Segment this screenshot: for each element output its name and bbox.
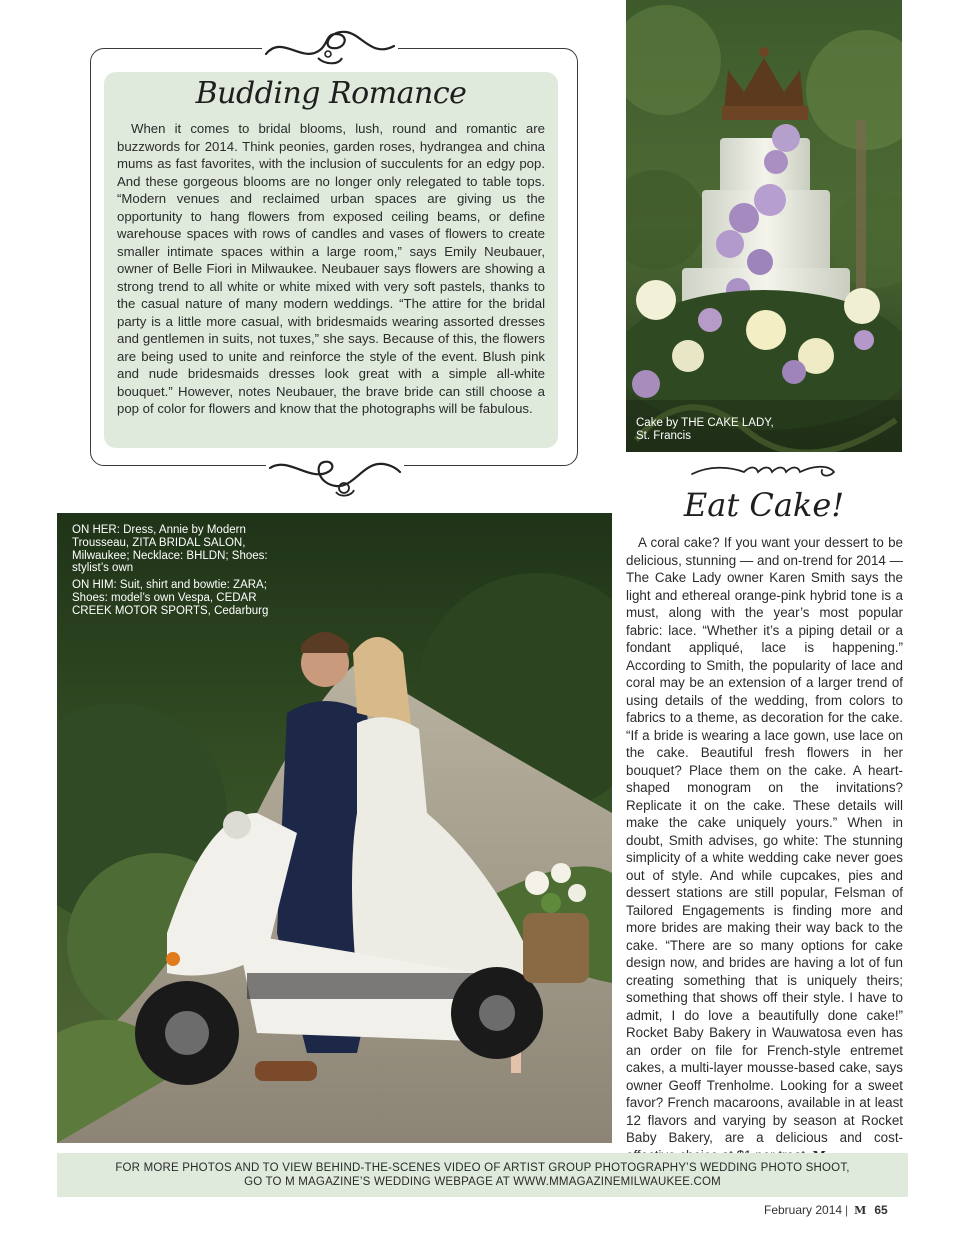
scroll-ornament-top — [262, 24, 398, 72]
caption-on-her: ON HER: Dress, Annie by Modern Trousseau, ZITA BRIDAL SALON, Milwaukee; Necklace: BHLDN; Shoes: stylist’s own — [72, 524, 268, 575]
eat-cake-article-text — [626, 534, 903, 1165]
promo-line-2: GO TO M MAGAZINE’S WEDDING WEBPAGE AT WWW.MMAGAZINEMILWAUKEE.COM — [244, 1176, 721, 1188]
magazine-logo: M — [854, 1204, 867, 1217]
page-folio — [764, 1203, 888, 1217]
flourish-ornament — [688, 460, 838, 482]
web-promo-band — [57, 1153, 908, 1197]
eat-cake-heading: Eat Cake! — [683, 486, 845, 524]
cake-photo — [626, 0, 902, 452]
cake-photo-caption: Cake by THE CAKE LADY, St. Francis — [636, 417, 774, 442]
scroll-ornament-bottom — [266, 452, 404, 500]
romance-heading: Budding Romance — [195, 76, 467, 111]
promo-line-1: FOR MORE PHOTOS AND TO VIEW BEHIND-THE-SCENES VIDEO OF ARTIST GROUP PHOTOGRAPHY’S WEDDING PHOTO SHOOT, — [115, 1161, 850, 1174]
page-number: 65 — [874, 1203, 888, 1217]
issue-date: February 2014 — [764, 1203, 843, 1217]
eat-cake-body: A coral cake? If you want your dessert to be delicious, stunning — and on-trend for 2014 — The Cake Lady owner Karen Smith says the light and ethereal orange-pink hybrid tone is a must, along with the year’s most popular fabric: lace. “Whether it’s a piping detail or a fondant appliqué, lace is happening.” According to Smith, the popularity of lace and coral may be an extension of a larger trend of using details of the wedding, from colors to fabrics to a theme, as decoration for the cake. “If a bride is wearing a lace gown, use lace on the cake. Beautiful fresh flowers in her bouquet? Place them on the cake. A heart-shaped monogram on the invitations? Replicate it on the cake. These details will make the cake uniquely yours.” When in doubt, Smith advises, go white: The stunning simplicity of a white wedding cake never goes out of style. And while cupcakes, pies and dessert stations are still popular, Felsman of Tailored Engagements is finding more and more brides are making their way back to the cake. “There are so many options for cake design now, and brides are having a lot of fun creating something that is uniquely theirs; something that shows off their style. I have to admit, I do love a beautifully done cake!” Rocket Baby Bakery in Wauwatosa even has an order on file for French-style entremet cakes, a multi-layer mousse-based cake, says owner Geoff Trenholme. Looking for a sweet favor? French macaroons, available in at least 12 flavors and varying by season at Rocket Baby Bakery, are a delicious and cost- — [626, 535, 903, 1145]
caption-on-him: ON HIM: Suit, shirt and bowtie: ZARA; Shoes: model’s own Vespa, CEDAR CREEK MOTOR SPORTS, Cedarburg — [72, 579, 269, 617]
romance-article-text: When it comes to bridal blooms, lush, round and romantic are buzzwords for 2014. Think peonies, garden roses, hydrangea and china mums as fast favorites, with the inclusion of succulents for an edgy pop. And these gorgeous blooms are no longer only relegated to table tops. “Modern venues and reclaimed urban spaces are giving us the opportunity to hang flowers from exposed ceiling beams, or define warehouse spaces with rows of candles and vases of flowers to create smaller intimate spaces within a large room,” says Emily Neubauer, owner of Belle Fiori in Milwaukee. Neubauer says flowers are showing a strong trend to all white or white mixed with very soft pastels, thanks to the casual nature of many modern weddings. “The attire for the bridal party is a little more casual, with bridesmaids wearing assorted dresses and gentlemen in suits, not tuxes,” she says. Because of this, the flowers are being used to unite and reinforce the style of the event. Blush pink and nude bridesmaids dresses look great with a simple all-white bouquet.” However, notes Neubauer, the brave bride can still choose a pop of color for flowers and know that the photographs will be fabulous. — [117, 121, 545, 416]
couple-photo-caption — [72, 524, 272, 622]
folio-divider: | — [845, 1203, 849, 1217]
